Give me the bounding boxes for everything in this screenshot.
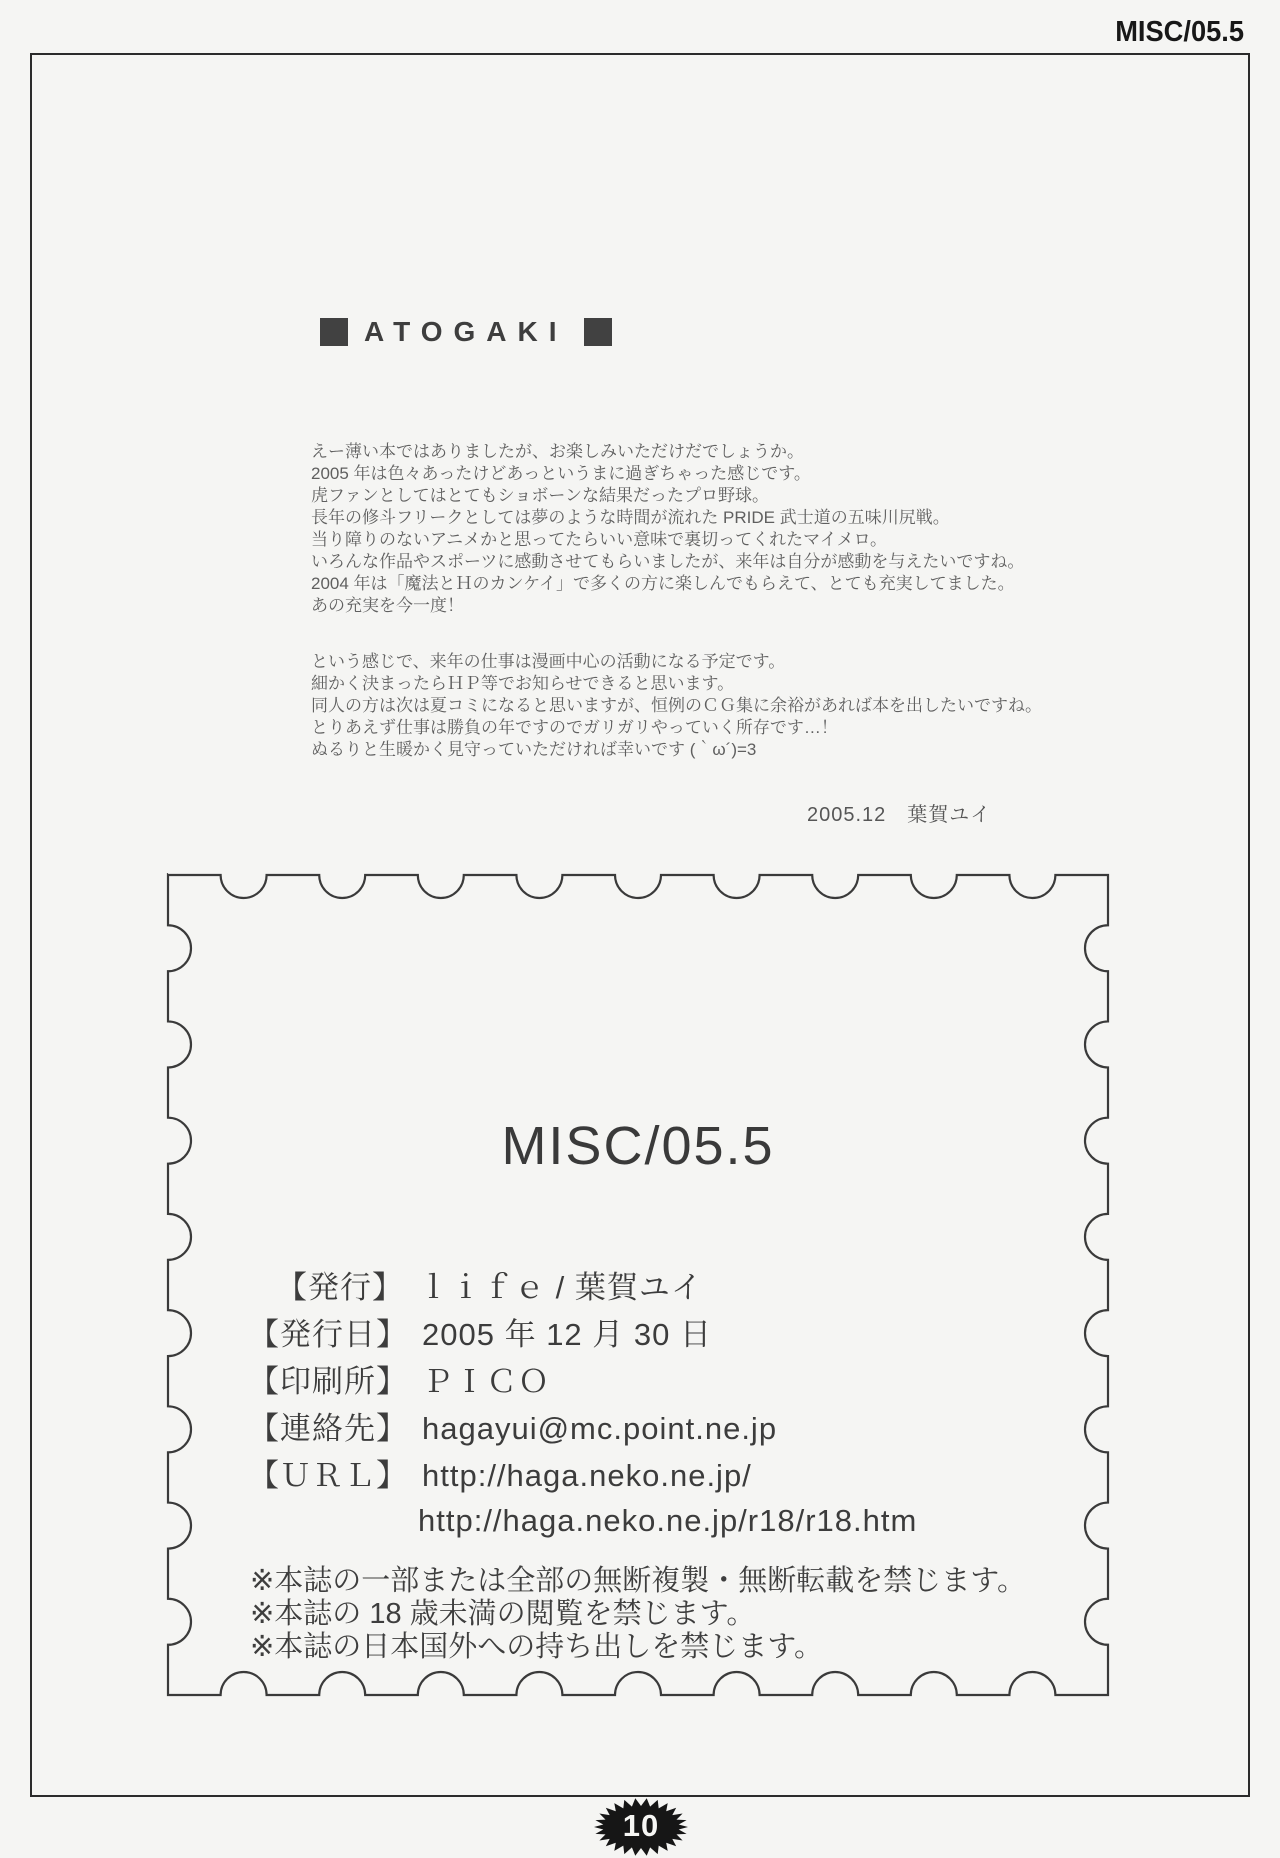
info-value: http://haga.neko.ne.jp/ <box>422 1458 752 1493</box>
info-row-publish-date <box>248 1318 1088 1352</box>
info-value: http://haga.neko.ne.jp/r18/r18.htm <box>418 1503 918 1538</box>
info-row-url-r18 <box>248 1504 1088 1538</box>
signature: 2005.12 葉賀ユイ <box>807 804 992 826</box>
text-line: 2005 年は色々あったけどあっというまに過ぎちゃった感じです。 <box>311 464 811 483</box>
disclaimer-line: ※本誌の一部または全部の無断複製・無断転載を禁じます。 <box>250 1565 1026 1597</box>
disclaimer-notes <box>250 1565 1026 1664</box>
text-line: とりあえず仕事は勝負の年ですのでガリガリやっていく所存です…！ <box>311 718 838 737</box>
disclaimer-line: ※本誌の日本国外への持ち出しを禁じます。 <box>250 1631 823 1663</box>
info-value: hagayui@mc.point.ne.jp <box>422 1411 778 1446</box>
info-row-publisher <box>248 1271 1088 1305</box>
info-row-url <box>248 1459 1088 1493</box>
text-line: えー薄い本ではありましたが、お楽しみいただけだでしょうか。 <box>311 442 804 461</box>
info-row-printer <box>248 1365 1088 1399</box>
black-square-icon <box>584 318 612 346</box>
black-square-icon <box>320 318 348 346</box>
text-line: 2004 年は「魔法とＨのカンケイ」で多くの方に楽しんでもらえて、とても充実してました。 <box>311 574 1015 593</box>
info-label: 【連絡先】 <box>248 1411 408 1446</box>
afterword-paragraph-2 <box>311 651 1042 761</box>
stamp-title: MISC/05.5 <box>501 1116 775 1176</box>
colophon-info <box>248 1271 1088 1551</box>
colophon-stamp <box>168 875 1108 1695</box>
text-line: 細かく決まったらＨＰ等でお知らせできると思います。 <box>311 674 735 693</box>
afterword-paragraph-1 <box>311 441 1024 617</box>
text-line: あの充実を今一度！ <box>311 596 464 615</box>
text-line: 当り障りのないアニメかと思ってたらいい意味で裏切ってくれたマイメロ。 <box>311 530 887 549</box>
info-value: 2005 年 12 月 30 日 <box>422 1317 712 1352</box>
atogaki-title: ATOGAKI <box>364 316 568 347</box>
info-row-contact <box>248 1412 1088 1446</box>
disclaimer-line: ※本誌の 18 歳未満の閲覧を禁じます。 <box>250 1598 756 1630</box>
text-line: 同人の方は次は夏コミになると思いますが、恒例のＣＧ集に余裕があれば本を出したいですね。 <box>311 696 1042 715</box>
text-line: 長年の修斗フリークとしては夢のような時間が流れた PRIDE 武士道の五味川尻戦。 <box>311 508 950 527</box>
text-line: いろんな作品やスポーツに感動させてもらいましたが、来年は自分が感動を与えたいですね。 <box>311 552 1025 571</box>
atogaki-heading <box>320 318 612 346</box>
info-label: 【印刷所】 <box>248 1364 408 1399</box>
info-label: 【発行日】 <box>248 1317 408 1352</box>
info-value: ｌｉｆｅ / 葉賀ユイ <box>418 1270 703 1305</box>
text-line: 虎ファンとしてはとてもショボーンな結果だったプロ野球。 <box>311 486 769 505</box>
page-number: 10 <box>622 1808 660 1843</box>
text-line: ぬるりと生暖かく見守っていただければ幸いです (｀ω´)=3 <box>311 740 757 759</box>
text-line: という感じで、来年の仕事は漫画中心の活動になる予定です。 <box>311 652 786 671</box>
page-header-code: MISC/05.5 <box>1115 16 1244 48</box>
info-value: ＰＩＣＯ <box>422 1364 550 1399</box>
info-label: 【ＵＲＬ】 <box>248 1458 408 1493</box>
info-label: 【発行】 <box>276 1270 404 1305</box>
page-number-badge <box>593 1796 689 1858</box>
